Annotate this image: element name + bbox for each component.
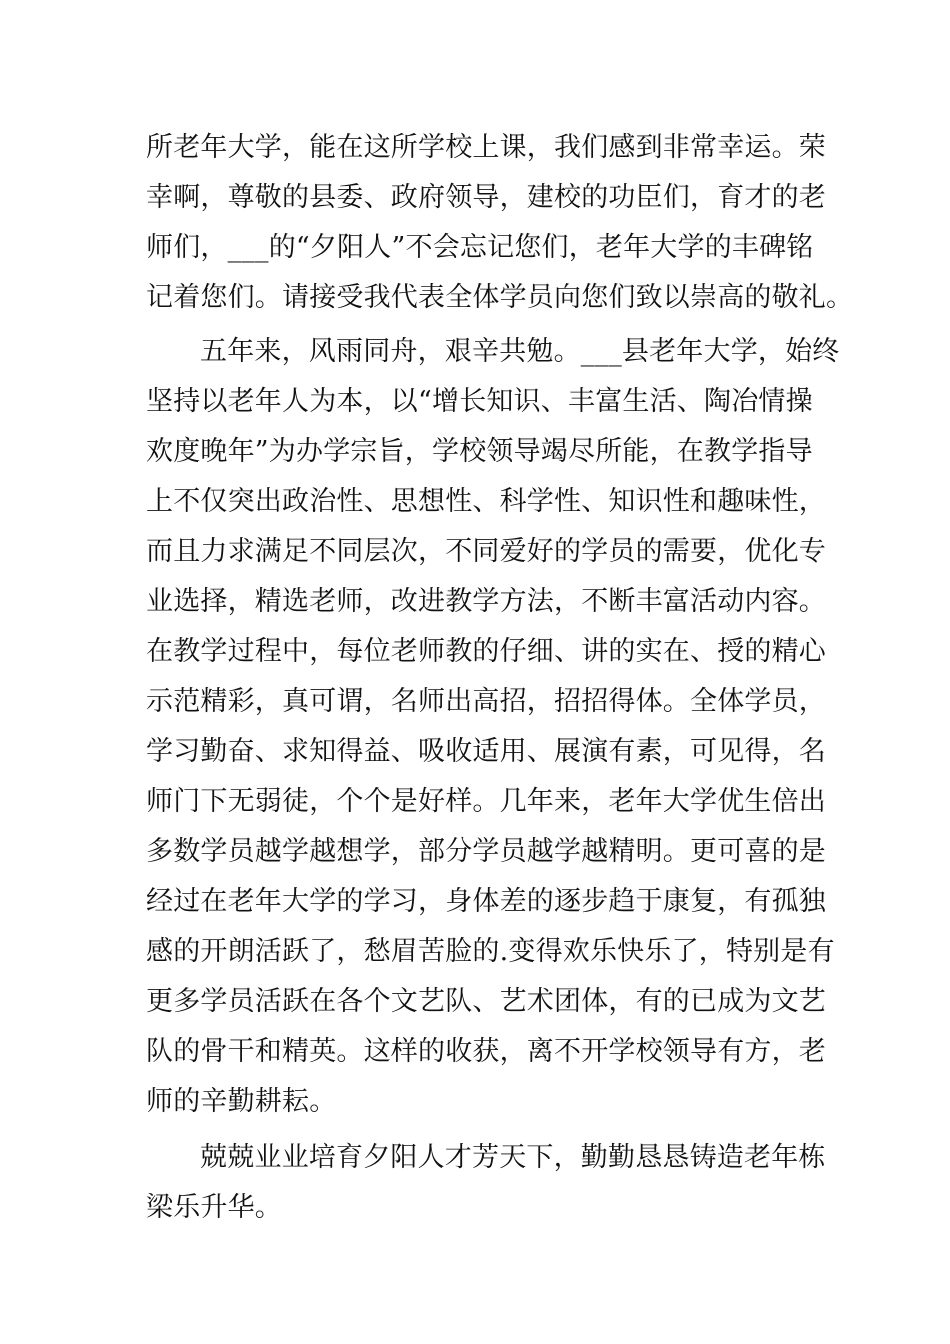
text-line-22: 梁乐升华。 [146, 1192, 282, 1223]
text-line-10: 业选择，精选老师，改进教学方法，不断丰富活动内容。 [146, 586, 826, 617]
text-line-17: 感的开朗活跃了，愁眉苦脸的.变得欢乐快乐了，特别是有 [146, 936, 835, 967]
text-line-9: 而且力求满足不同层次，不同爱好的学员的需要，优化专 [146, 536, 826, 567]
text-line-19: 队的骨干和精英。这样的收获，离不开学校领导有方，老 [146, 1036, 826, 1067]
text-line-14: 师门下无弱徒，个个是好样。几年来，老年大学优生倍出 [146, 786, 826, 817]
text-line-3: 师们，___的“夕阳人”不会忘记您们，老年大学的丰碑铭 [146, 232, 814, 263]
text-line-7: 欢度晚年”为办学宗旨，学校领导竭尽所能，在教学指导 [146, 436, 813, 467]
text-line-15: 多数学员越学越想学，部分学员越学越精明。更可喜的是 [146, 836, 826, 867]
text-line-11: 在教学过程中，每位老师教的仔细、讲的实在、授的精心 [146, 636, 826, 667]
text-line-1: 所老年大学，能在这所学校上课，我们感到非常幸运。荣 [146, 132, 826, 163]
text-line-6: 坚持以老年人为本，以“增长知识、丰富生活、陶冶情操 [146, 386, 813, 417]
text-line-4: 记着您们。请接受我代表全体学员向您们致以崇高的敬礼。 [146, 282, 854, 313]
text-line-5: 五年来，风雨同舟，艰辛共勉。___县老年大学，始终 [200, 336, 840, 367]
text-line-2: 幸啊，尊敬的县委、政府领导，建校的功臣们，育才的老 [146, 182, 826, 213]
text-line-13: 学习勤奋、求知得益、吸收适用、展演有素，可见得，名 [146, 736, 826, 767]
text-line-20: 师的辛勤耕耘。 [146, 1086, 337, 1117]
text-line-18: 更多学员活跃在各个文艺队、艺术团体，有的已成为文艺 [146, 986, 826, 1017]
text-line-12: 示范精彩，真可谓，名师出高招，招招得体。全体学员， [146, 686, 826, 717]
text-line-8: 上不仅突出政治性、思想性、科学性、知识性和趣味性， [146, 486, 826, 517]
text-line-21: 兢兢业业培育夕阳人才芳天下，勤勤恳恳铸造老年栋 [200, 1142, 826, 1173]
text-line-16: 经过在老年大学的学习，身体差的逐步趋于康复，有孤独 [146, 886, 826, 917]
